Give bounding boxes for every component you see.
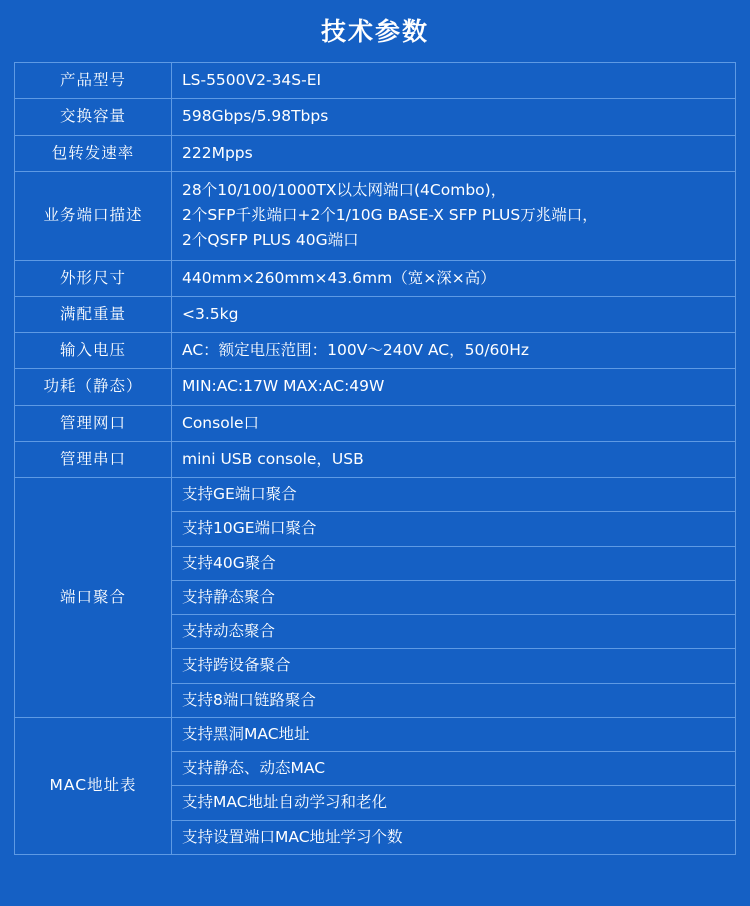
table-row (15, 405, 736, 441)
row-label: 交换容量 (15, 99, 172, 135)
row-value: 支持动态聚合 (172, 615, 736, 649)
table-row (15, 135, 736, 171)
row-label: 产品型号 (15, 63, 172, 99)
row-value: 支持静态聚合 (172, 580, 736, 614)
row-value: 支持8端口链路聚合 (172, 683, 736, 717)
table-row (15, 333, 736, 369)
row-value: 支持黑洞MAC地址 (172, 717, 736, 751)
row-value: 440mm×260mm×43.6mm（宽×深×高） (172, 260, 736, 296)
row-value: 222Mpps (172, 135, 736, 171)
row-value: 支持GE端口聚合 (172, 478, 736, 512)
row-label: 功耗（静态） (15, 369, 172, 405)
row-value: MIN:AC:17W MAX:AC:49W (172, 369, 736, 405)
table-row (15, 369, 736, 405)
page-title: 技术参数 (320, 17, 429, 46)
spec-table-body (15, 63, 736, 855)
table-row (15, 63, 736, 99)
row-value: mini USB console，USB (172, 441, 736, 477)
row-value: 支持设置端口MAC地址学习个数 (172, 820, 736, 854)
row-label: 端口聚合 (15, 478, 172, 718)
row-value: Console口 (172, 405, 736, 441)
row-label: 管理串口 (15, 441, 172, 477)
row-label: 外形尺寸 (15, 260, 172, 296)
table-row (15, 478, 736, 512)
row-value: 598Gbps/5.98Tbps (172, 99, 736, 135)
row-label: 满配重量 (15, 296, 172, 332)
table-row (15, 260, 736, 296)
row-value-line: 28个10/100/1000TX以太网端口(4Combo)， (182, 180, 507, 199)
row-value: 支持MAC地址自动学习和老化 (172, 786, 736, 820)
row-label: 输入电压 (15, 333, 172, 369)
row-value: 支持40G聚合 (172, 546, 736, 580)
row-label: 管理网口 (15, 405, 172, 441)
row-value: 支持跨设备聚合 (172, 649, 736, 683)
row-value-line: 2个SFP千兆端口+2个1/10G BASE-X SFP PLUS万兆端口， (182, 206, 598, 224)
table-row (15, 99, 736, 135)
table-row (15, 717, 736, 751)
row-value: 支持静态、动态MAC (172, 752, 736, 786)
row-label: 包转发速率 (15, 135, 172, 171)
row-value: AC：额定电压范围：100V～240V AC，50/60Hz (172, 333, 736, 369)
row-value: LS-5500V2-34S-EI (172, 63, 736, 99)
row-value: 支持10GE端口聚合 (172, 512, 736, 546)
row-value: <3.5kg (172, 296, 736, 332)
row-label: MAC地址表 (15, 717, 172, 854)
row-value-line: 2个QSFP PLUS 40G端口 (182, 231, 359, 250)
table-row (15, 296, 736, 332)
spec-table (14, 62, 736, 855)
table-row (15, 441, 736, 477)
row-value (172, 171, 736, 260)
table-row (15, 171, 736, 260)
row-label: 业务端口描述 (15, 171, 172, 260)
